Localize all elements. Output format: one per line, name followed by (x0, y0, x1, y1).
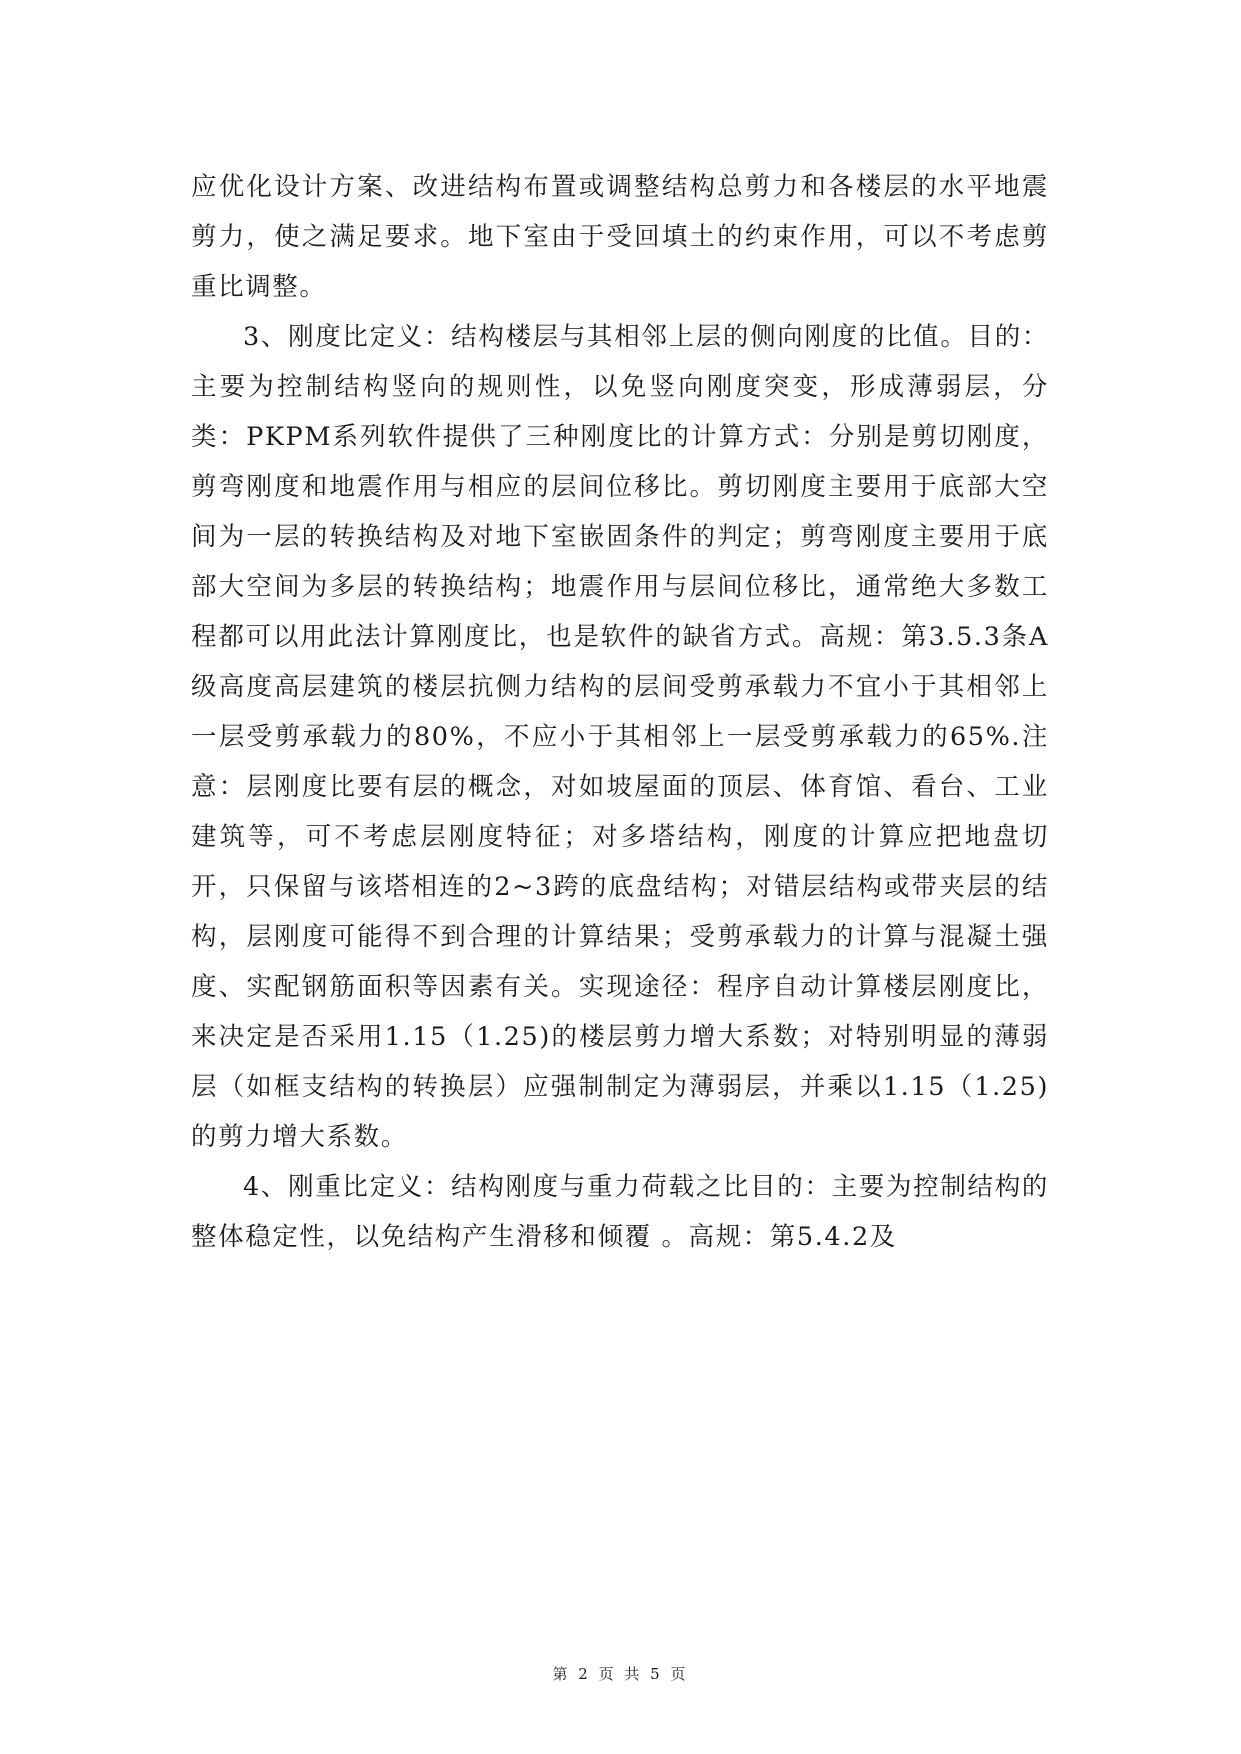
paragraph-continuation: 应优化设计方案、改进结构布置或调整结构总剪力和各楼层的水平地震剪力，使之满足要求。地下室由于受回填土的约束作用，可以不考虑剪重比调整。 (191, 172, 1049, 302)
paragraph-stiffness-ratio: 3、刚度比定义：结构楼层与其相邻上层的侧向刚度的比值。目的：主要为控制结构竖向的规则性，以免竖向刚度突变，形成薄弱层，分类：PKPM系列软件提供了三种刚度比的计算方式：分别是剪切刚度，剪弯刚度和地震作用与相应的层间位移比。剪切刚度主要用于底部大空间为一层的转换结构及对地下室嵌固条件的判定；剪弯刚度主要用于底部大空间为多层的转换结构；地震作用与层间位移比，通常绝大多数工程都可以用此法计算刚度比，也是软件的缺省方式。高规：第3.5.3条A级高度高层建筑的楼层抗侧力结构的层间受剪承载力不宜小于其相邻上一层受剪承载力的80%，不应小于其相邻上一层受剪承载力的65%.注意：层刚度比要有层的概念，对如坡屋面的顶层、体育馆、看台、工业建筑等，可不考虑层刚度特征；对多塔结构，刚度的计算应把地盘切开，只保留与该塔相连的2~3跨的底盘结构；对错层结构或带夹层的结构，层刚度可能得不到合理的计算结果；受剪承载力的计算与混凝土强度、实配钢筋面积等因素有关。实现途径：程序自动计算楼层刚度比，来决定是否采用1.15（1.25)的楼层剪力增大系数；对特别明显的薄弱层（如框支结构的转换层）应强制制定为薄弱层，并乘以1.15（1.25)的剪力增大系数。 (191, 322, 1049, 1152)
page-number-footer: 第 2 页 共 5 页 (552, 1665, 689, 1683)
paragraph-stiffness-gravity-ratio: 4、刚重比定义：结构刚度与重力荷载之比目的：主要为控制结构的整体稳定性，以免结构产生滑移和倾覆 。高规：第5.4.2及 (191, 1172, 1049, 1252)
document-body (191, 162, 1049, 1262)
